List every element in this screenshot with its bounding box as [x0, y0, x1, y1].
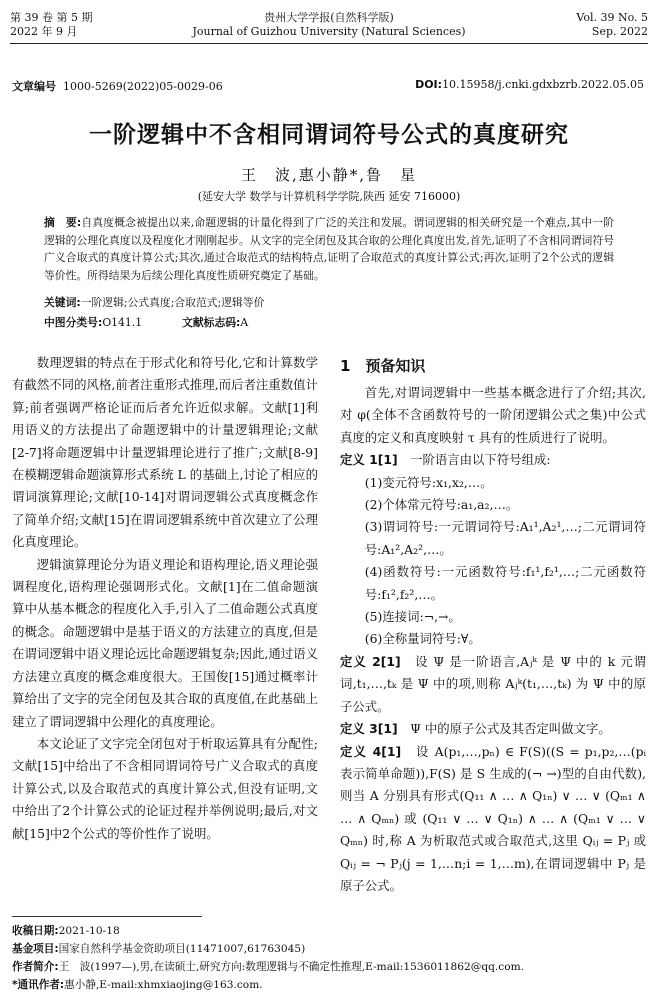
definition-label: 定义 2[1]	[340, 653, 401, 669]
header-right	[576, 11, 648, 39]
definition-1	[340, 449, 646, 471]
definition-4	[340, 741, 646, 898]
keywords-label: 关键词:	[44, 296, 81, 309]
list-item: (5)连接词:¬,→。	[364, 609, 461, 625]
corresponding-label: *通讯作者:	[12, 979, 65, 991]
paragraph: 本文论证了文字完全闭包对于析取运算具有分配性;文献[15]中给出了不含相同谓词符号广义合取式的真度计算公式,以及合取范式的真度计算公式,但没有证明,文中给出了2个计算公式的论证过程并举例说明;最后,对文献[15]中2个公式的等价性作了说明。	[12, 735, 318, 841]
body-left-column	[12, 352, 318, 845]
paragraph: 数理逻辑的特点在于形式化和符号化,它和计算数学有截然不同的风格,前者注重形式推理,而后者注重数值计算;前者强调严格论证而后者允许近似求解。文献[1]利用语义的方法提出了命题逻辑中的计量逻辑理论;文献[2-7]将命题逻辑中计量逻辑理论进行了推广;文献[8-9]在模糊逻辑命题演算形式系统 L 的基础上,讨论了相应的谓词演算理论;文献[10-14]对谓词逻辑公式真度概念作了简单介绍;文献[15]在谓词逻辑系统中首次建立了公理化真度理论。	[12, 355, 318, 550]
footnote-divider	[12, 916, 202, 917]
journal-cn: 贵州大学学报(自然科学版)	[264, 11, 394, 24]
fund-label: 基金项目:	[12, 943, 59, 955]
date-cn: 2022 年 9 月	[10, 25, 78, 38]
journal-en: Journal of Guizhou University (Natural Sciences)	[192, 25, 466, 38]
definition-text: 设 Ψ 是一阶语言,Aⱼᵏ 是 Ψ 中的 k 元谓词,t₁,…,tₖ 是 Ψ 中的项,则称 Aⱼᵏ(t₁,…,tₖ) 为 Ψ 中的原子公式。	[340, 653, 646, 714]
received-label: 收稿日期:	[12, 925, 59, 937]
authors: 王 波,惠小静*,鲁 星	[240, 166, 418, 184]
footnote-received	[12, 922, 652, 941]
article-number-value: 1000-5269(2022)05-0029-06	[63, 80, 223, 93]
list-item: (2)个体常元符号:a₁,a₂,…。	[364, 497, 519, 513]
date-en: Sep. 2022	[591, 25, 648, 38]
definition-label: 定义 4[1]	[340, 743, 402, 759]
fund-text: 国家自然科学基金资助项目(11471007,61763045)	[58, 943, 306, 955]
volume-en: Vol. 39 No. 5	[576, 11, 648, 24]
definition-label: 定义 3[1]	[340, 721, 398, 737]
affiliation: (延安大学 数学与计算机科学学院,陕西 延安 716000)	[197, 190, 461, 203]
doi	[415, 78, 644, 94]
definition-2	[340, 651, 646, 718]
definition-text: Ψ 中的原子公式及其否定叫做文字。	[410, 721, 611, 737]
list-item: (3)谓词符号:一元谓词符号:A₁¹,A₂¹,…;二元谓词符号:A₁²,A₂²,…。	[364, 519, 646, 557]
clc-value: O141.1	[102, 316, 143, 329]
author-text: 王 波(1997—),男,在读硕士,研究方向:数理逻辑与不确定性推理,E-mail:1536011862@qq.com.	[58, 961, 525, 973]
article-meta	[12, 78, 644, 94]
paragraph: 逻辑演算理论分为语义理论和语构理论,语义理论强调程度化,语构理论强调形式化。文献[1]在二值命题演算中从基本概念的程度化入手,引入了二值命题公式真度的概念。命题逻辑中是基于语义的方法建立的真度,但是在谓词逻辑中语义理论远比命题逻辑复杂;因此,通过语义方法建立真度的概念难度很大。王国俊[15]通过概率计算给出了文字的完全闭包及其合取的真度值,在此基础上建立了谓词逻辑中公理化的真度理论。	[12, 556, 318, 729]
article-number-label: 文章编号	[12, 80, 56, 93]
doi-value: 10.15958/j.cnki.gdxbzrb.2022.05.05	[442, 78, 644, 91]
doc-value: A	[240, 316, 249, 329]
abstract-text: 自真度概念被提出以来,命题逻辑的计量化得到了广泛的关注和发展。谓词逻辑的相关研究是一个难点,其中一阶逻辑的公理化真度以及程度化才刚刚起步。从文字的完全闭包及其合取的公理化真度出发,首先,证明了不含相同谓词符号广义合取式的真度计算公式;其次,通过合取范式的结构特点,证明了合取范式的真度计算公式;再次,证明了2个公式的逻辑等价性。所得结果为后续公理化真度性质研究奠定了基础。	[44, 216, 614, 282]
definition-text: 一阶语言由以下符号组成:	[410, 452, 551, 468]
received-date: 2021-10-18	[58, 925, 120, 937]
author-label: 作者简介:	[12, 961, 59, 973]
doc-code	[182, 314, 248, 331]
list-item: (1)变元符号:x₁,x₂,…。	[364, 474, 493, 490]
definition-label: 定义 1[1]	[340, 452, 398, 468]
footnote-fund	[12, 940, 652, 959]
paragraph: 首先,对谓词逻辑中一些基本概念进行了介绍;其次,对 φ(全体不含函数符号的一阶闭逻辑公式之集)中公式真度的定义和真度映射 τ 具有的性质进行了说明。	[340, 385, 646, 445]
clc-code	[44, 314, 142, 331]
corresponding-text: 惠小静,E-mail:xhmxiaojing@163.com.	[64, 979, 263, 991]
abstract-label: 摘 要:	[44, 216, 82, 229]
volume-cn: 第 39 卷 第 5 期	[10, 11, 93, 24]
definition-3	[340, 718, 646, 740]
footnote-author	[12, 958, 652, 977]
list-item: (6)全称量词符号:∀。	[364, 631, 481, 647]
clc-label: 中图分类号:	[44, 316, 103, 329]
paper-title: 一阶逻辑中不含相同谓词符号公式的真度研究	[89, 122, 569, 148]
abstract	[44, 214, 614, 284]
footnote-corresponding	[12, 976, 652, 995]
body-right-column	[340, 352, 646, 897]
header-center	[0, 11, 658, 39]
classification	[44, 314, 614, 331]
section-heading: 1 预备知识	[340, 357, 426, 375]
definition-text: 设 A(p₁,…,pₙ) ∈ F(S)((S = p₁,p₂,…(pᵢ 表示简单命题)),F(S) 是 S 生成的(¬ →)型的自由代数),则当 A 分别具有形式(Q₁₁ ∧ … ∧ Q₁ₙ) ∨ … ∨ (Qₘ₁ ∧ … ∧ Qₘₙ) 或 (Q₁₁ ∨ … ∨ Q₁ₙ) ∧ … ∧ (Qₘ₁ ∨ … ∨ Qₘₙ) 时,称 A 为析取范式或合取范式,这里 Qᵢⱼ = Pⱼ 或 Qᵢⱼ = ¬ Pⱼ(j = 1,…n;i = 1,…m),在谓词逻辑中 Pⱼ 是原子公式。	[340, 743, 647, 893]
keywords	[44, 294, 614, 311]
keywords-text: 一阶逻辑;公式真度;合取范式;逻辑等价	[80, 296, 265, 309]
article-number	[12, 78, 223, 94]
list-item: (4)函数符号:一元函数符号:f₁¹,f₂¹,…;二元函数符号:f₁²,f₂²,…。	[364, 564, 646, 602]
doc-label: 文献标志码:	[182, 316, 241, 329]
header-divider	[10, 43, 648, 44]
doi-label: DOI:	[415, 78, 443, 91]
